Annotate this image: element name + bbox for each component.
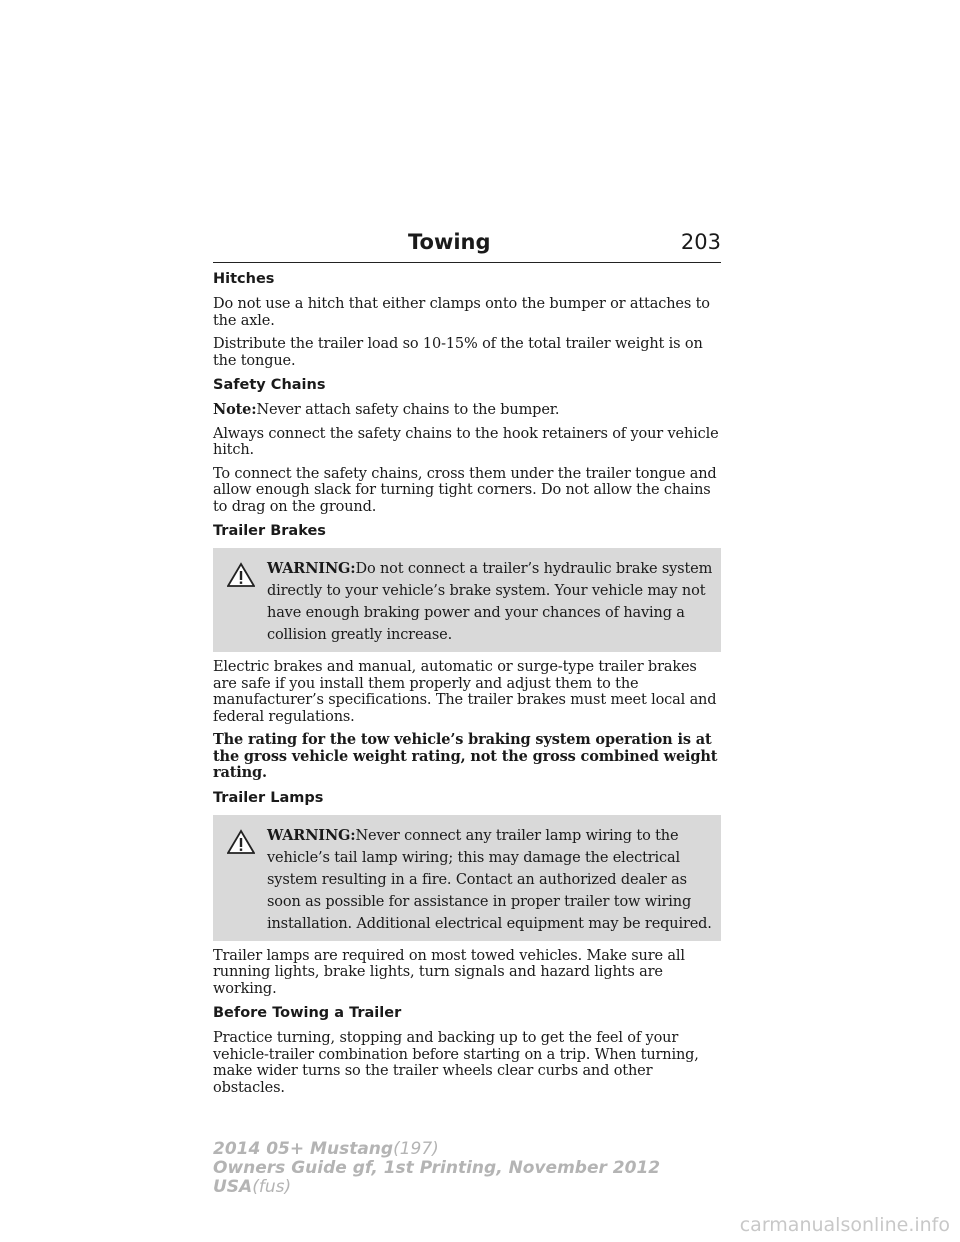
page-title: Towing bbox=[408, 230, 491, 254]
page-number: 203 bbox=[680, 230, 721, 254]
watermark: carmanualsonline.info bbox=[739, 1214, 950, 1236]
heading-trailer-lamps: Trailer Lamps bbox=[213, 789, 324, 806]
footer-line bbox=[213, 1140, 660, 1159]
warning-content bbox=[217, 558, 715, 646]
warning-box bbox=[213, 815, 721, 941]
paragraph: Practice turning, stopping and backing up to get the feel of your vehicle-trailer combination before starting on a trip. When turning, make wider turns so the trailer wheels clear curbs and other obstacles. bbox=[213, 1030, 699, 1096]
note-label: Note: bbox=[213, 401, 257, 418]
warning-text: Do not connect a trailer’s hydraulic brake system directly to your vehicle’s brake system. Your vehicle may not have enough braking power and your chances of having a collision greatly increase. bbox=[267, 561, 713, 643]
warning-label: WARNING: bbox=[267, 560, 356, 577]
paragraph: Always connect the safety chains to the hook retainers of your vehicle hitch. bbox=[213, 425, 719, 458]
paragraph: Do not use a hitch that either clamps onto the bumper or attaches to the axle. bbox=[213, 296, 710, 329]
paragraph: To connect the safety chains, cross them under the trailer tongue and allow enough slack for turning tight corners. Do not allow the chains to drag on the ground. bbox=[213, 465, 717, 515]
heading-safety-chains: Safety Chains bbox=[213, 377, 326, 393]
page-content bbox=[213, 270, 721, 1103]
heading-trailer-brakes: Trailer Brakes bbox=[213, 523, 326, 539]
heading-before-towing: Before Towing a Trailer bbox=[213, 1005, 402, 1021]
note-text: Never attach safety chains to the bumper. bbox=[256, 402, 560, 418]
paragraph: Distribute the trailer load so 10-15% of the total trailer weight is on the tongue. bbox=[213, 336, 703, 369]
paragraph: Electric brakes and manual, automatic or surge-type trailer brakes are safe if you install them properly and adjust them to the manufacturer’s specifications. The trailer brakes must meet local and federal regulations. bbox=[213, 659, 717, 725]
heading-hitches: Hitches bbox=[213, 271, 275, 287]
page-header bbox=[213, 228, 721, 263]
footer-market-code: (fus) bbox=[252, 1177, 292, 1197]
bold-paragraph: The rating for the tow vehicle’s braking system operation is at the gross vehicle weight rating, not the gross combined weight rating. bbox=[213, 731, 718, 781]
footer-market: USA bbox=[213, 1177, 253, 1197]
footer-code: (197) bbox=[393, 1139, 439, 1159]
warning-label: WARNING: bbox=[267, 826, 356, 844]
warning-content bbox=[217, 825, 715, 935]
footer-line bbox=[213, 1178, 660, 1197]
warning-triangle-icon bbox=[227, 829, 255, 855]
footer-line: Owners Guide gf, 1st Printing, November 2012 bbox=[213, 1158, 661, 1178]
warning-triangle-icon bbox=[227, 562, 255, 588]
footer-model: 2014 05+ Mustang bbox=[213, 1139, 394, 1159]
note-paragraph bbox=[213, 402, 721, 419]
print-footer bbox=[213, 1140, 660, 1197]
warning-box bbox=[213, 548, 721, 652]
paragraph: Trailer lamps are required on most towed vehicles. Make sure all running lights, brake lights, turn signals and hazard lights are working. bbox=[213, 947, 685, 997]
warning-text: Never connect any trailer lamp wiring to the vehicle’s tail lamp wiring; this may damage the electrical system resulting in a fire. Contact an authorized dealer as soon as possible for assistance in proper trailer tow wiring installation. Additional electrical equipment may be required. bbox=[267, 827, 712, 932]
